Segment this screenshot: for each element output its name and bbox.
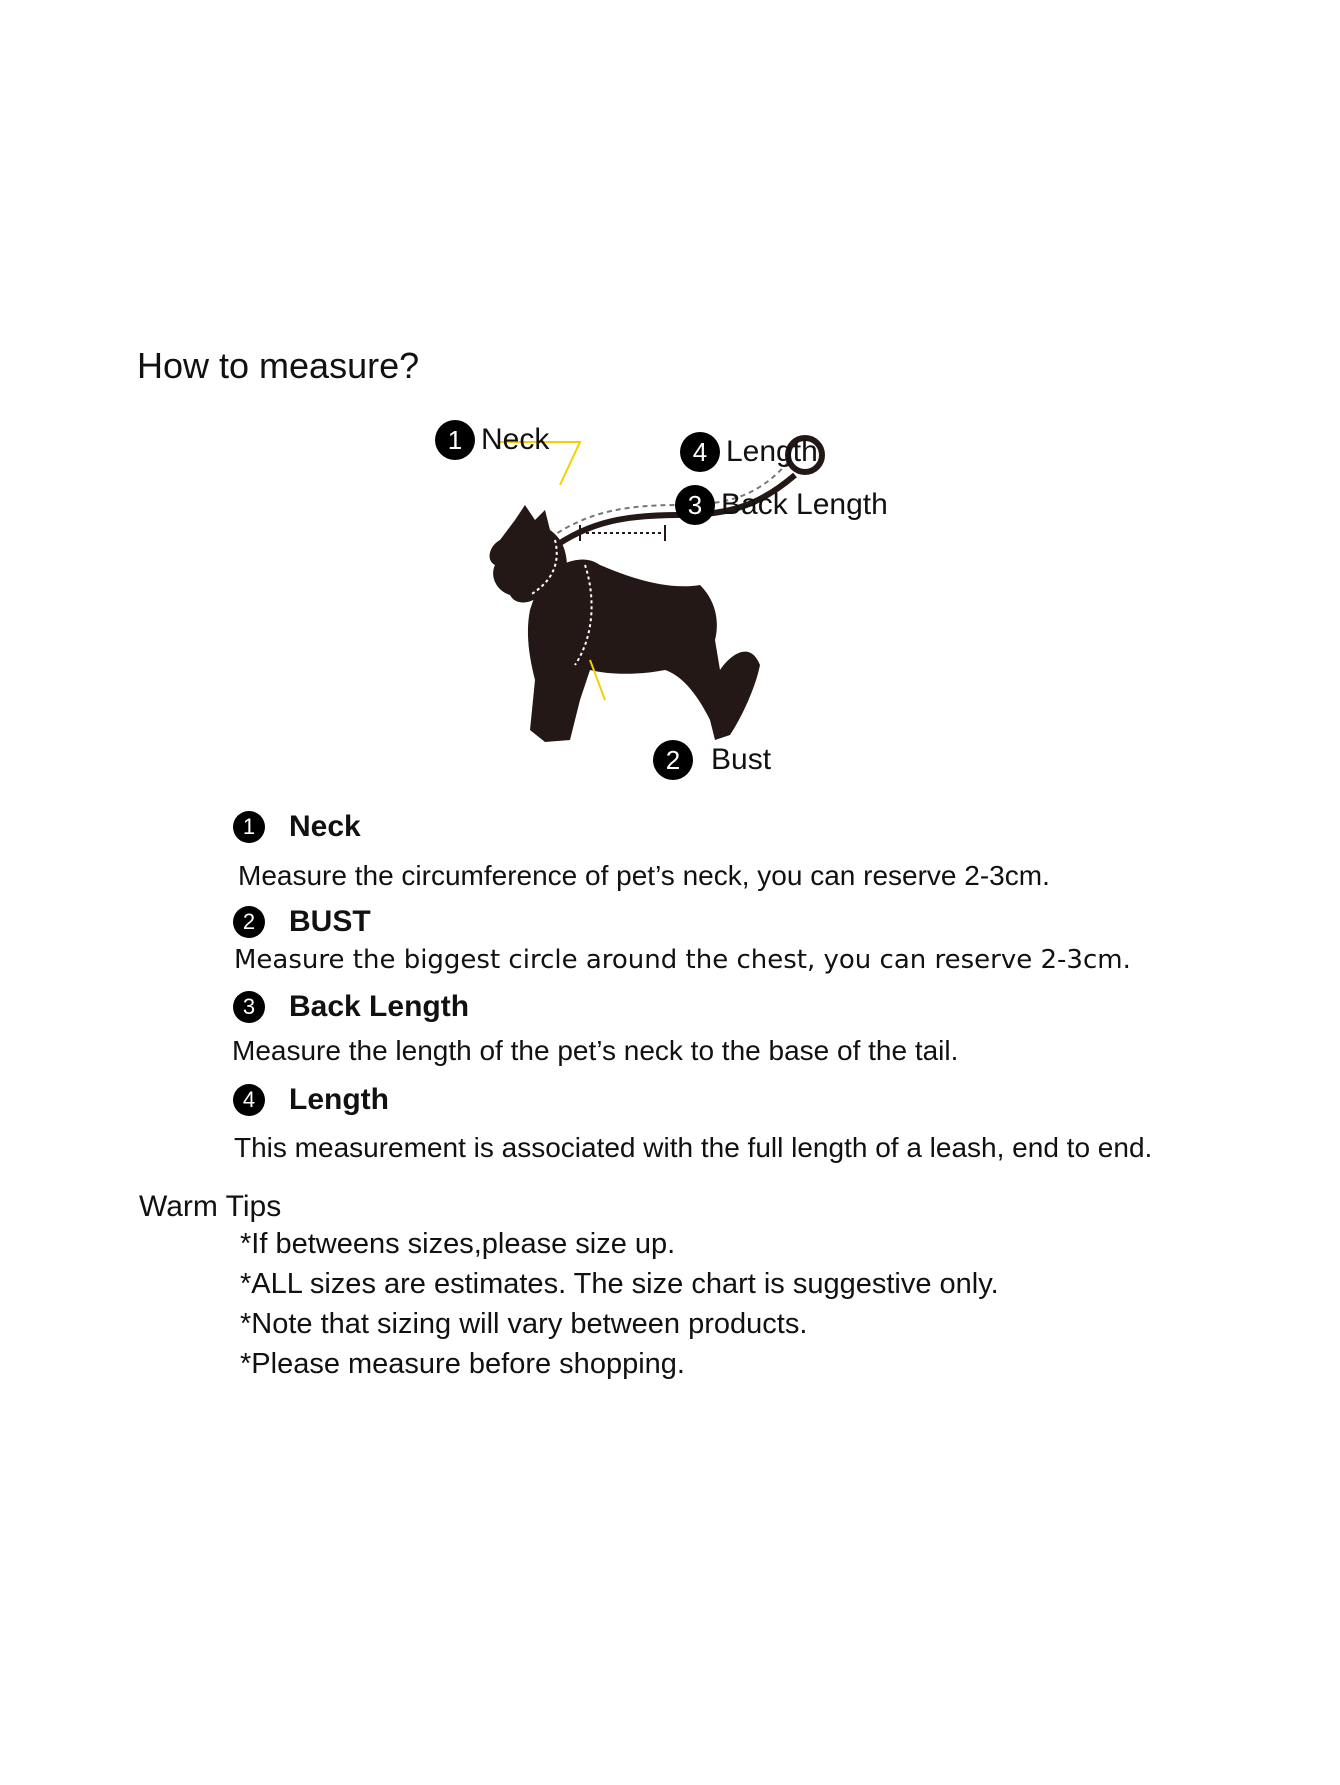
number-badge-icon: 2: [653, 740, 693, 780]
item-neck-description: Measure the circumference of pet’s neck, you can reserve 2-3cm.: [238, 860, 1050, 891]
diagram-label-neck: 1 Neck: [435, 420, 549, 460]
item-back-length-heading: 3 Back Length: [233, 990, 469, 1024]
number-badge-icon: 4: [680, 432, 720, 472]
page-title: How to measure?: [137, 345, 420, 386]
diagram-label-bust: 2 Bust: [653, 740, 771, 780]
tip-line: *Note that sizing will vary between products.: [240, 1308, 808, 1340]
item-back-length-description: Measure the length of the pet’s neck to the base of the tail.: [232, 1035, 959, 1066]
number-badge-icon: 4: [233, 1084, 265, 1116]
number-badge-icon: 1: [233, 811, 265, 843]
diagram-label-length: 4 Length: [680, 432, 818, 472]
diagram-label-back-length: 3 Back Length: [675, 485, 888, 525]
item-length-heading: 4 Length: [233, 1083, 389, 1117]
dog-measurement-diagram: [420, 420, 940, 800]
item-length-description: This measurement is associated with the full length of a leash, end to end.: [234, 1132, 1153, 1163]
number-badge-icon: 2: [233, 906, 265, 938]
warm-tips-title: Warm Tips: [139, 1190, 282, 1223]
number-badge-icon: 3: [675, 485, 715, 525]
tip-line: *If betweens sizes,please size up.: [240, 1228, 676, 1260]
item-bust-description: Measure the biggest circle around the chest, you can reserve 2-3cm.: [234, 945, 1131, 975]
dog-body: [490, 505, 760, 742]
number-badge-icon: 3: [233, 991, 265, 1023]
item-neck-heading: 1 Neck: [233, 810, 361, 844]
item-bust-heading: 2 BUST: [233, 905, 371, 939]
tip-line: *Please measure before shopping.: [240, 1348, 685, 1380]
tip-line: *ALL sizes are estimates. The size chart is suggestive only.: [240, 1268, 999, 1300]
number-badge-icon: 1: [435, 420, 475, 460]
